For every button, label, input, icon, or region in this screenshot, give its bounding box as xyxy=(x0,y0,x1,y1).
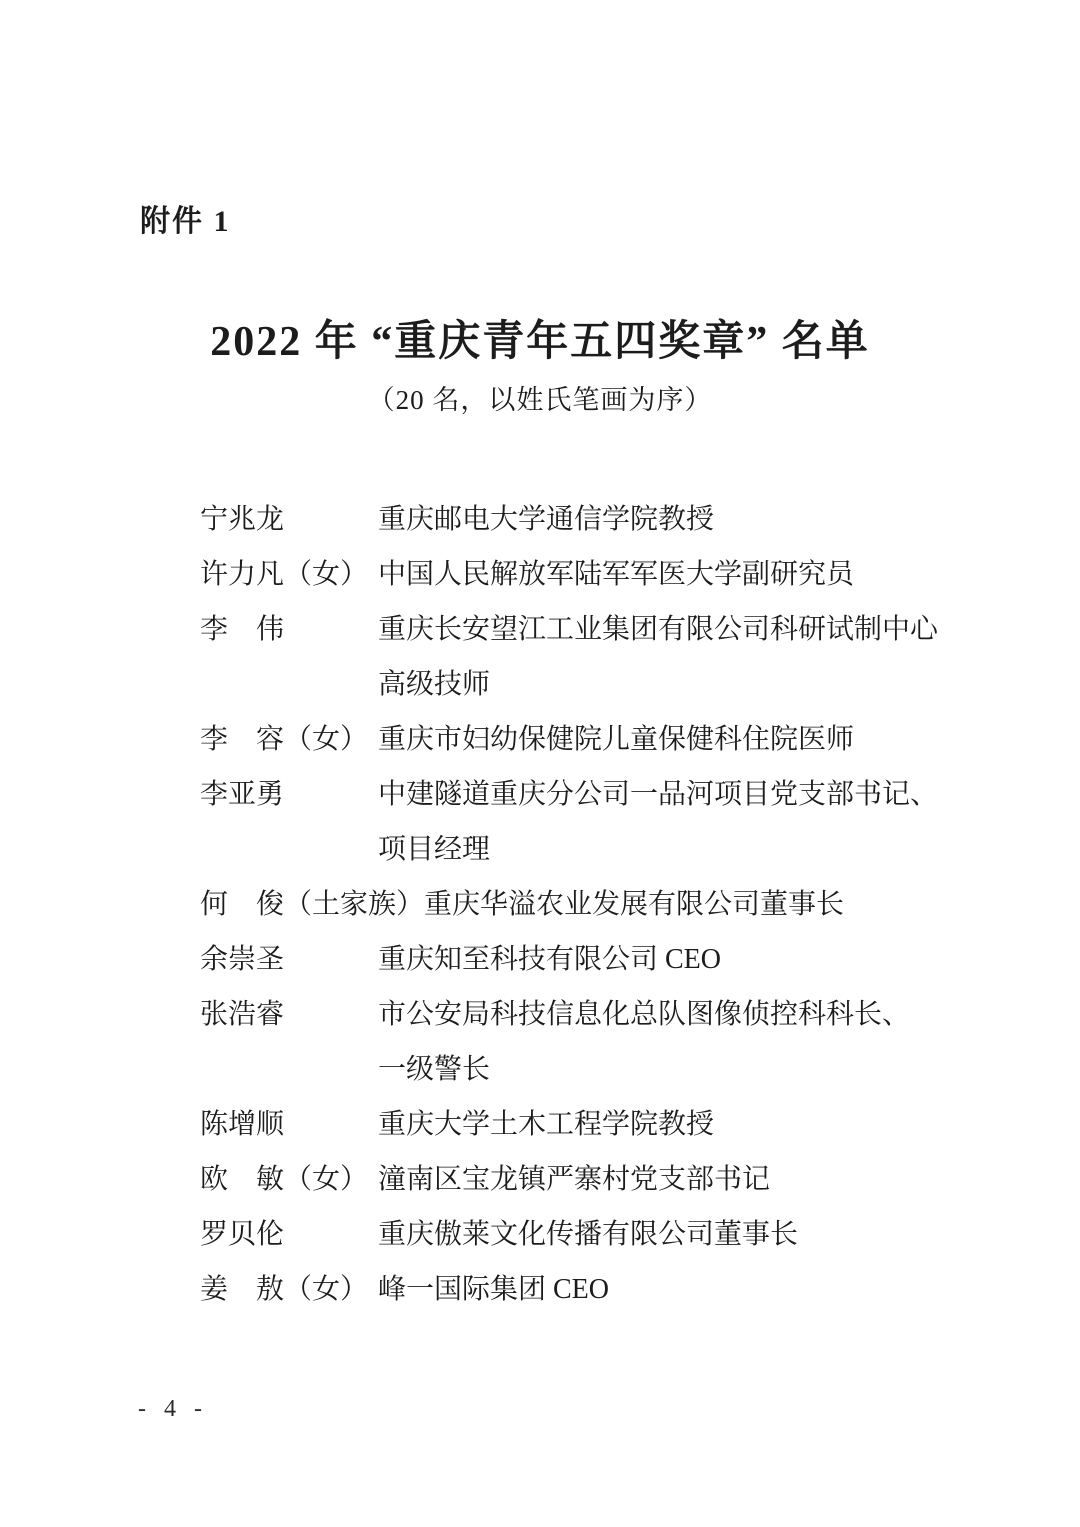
list-item xyxy=(200,602,960,712)
awardee-name: 宁兆龙 xyxy=(200,504,285,535)
awardee-qualifier: （女） xyxy=(284,559,369,590)
awardee-list xyxy=(200,492,960,1317)
list-item xyxy=(200,492,960,547)
page-subtitle: （20 名，以姓氏笔画为序） xyxy=(367,385,713,415)
awardee-qualifier: （女） xyxy=(284,1274,369,1305)
awardee-name: 李 伟 xyxy=(200,614,285,645)
list-item xyxy=(200,1262,960,1317)
awardee-title xyxy=(378,1152,960,1207)
awardee-title-line: 峰一国际集团 CEO xyxy=(378,1274,610,1305)
awardee-title-line: 一级警长 xyxy=(378,1054,491,1085)
awardee-title-line: 项目经理 xyxy=(378,834,491,865)
awardee-title-line: 重庆傲莱文化传播有限公司董事长 xyxy=(378,1219,799,1250)
awardee-name-block xyxy=(200,1152,378,1207)
awardee-name-block xyxy=(200,1207,378,1262)
awardee-qualifier: （土家族） xyxy=(284,889,425,920)
awardee-name-block xyxy=(200,1097,378,1152)
awardee-title-line: 重庆邮电大学通信学院教授 xyxy=(378,504,715,535)
awardee-title-line: 重庆华溢农业发展有限公司董事长 xyxy=(424,889,845,920)
list-item xyxy=(200,547,960,602)
awardee-qualifier: （女） xyxy=(284,724,369,755)
awardee-name: 姜 敖 xyxy=(200,1274,285,1305)
awardee-name-block xyxy=(200,932,378,987)
awardee-title xyxy=(378,1207,960,1262)
awardee-name-block xyxy=(200,987,378,1042)
awardee-name: 罗贝伦 xyxy=(200,1219,285,1250)
awardee-name-block xyxy=(200,602,378,657)
awardee-title xyxy=(378,767,960,877)
awardee-name: 陈增顺 xyxy=(200,1109,285,1140)
list-item xyxy=(200,987,960,1097)
awardee-title xyxy=(378,492,960,547)
awardee-name: 许力凡 xyxy=(200,559,285,590)
list-item xyxy=(200,712,960,767)
list-item xyxy=(200,1152,960,1207)
awardee-title-line: 高级技师 xyxy=(378,669,491,700)
list-item xyxy=(200,932,960,987)
awardee-name: 何 俊 xyxy=(200,889,285,920)
awardee-name-block xyxy=(200,712,378,767)
awardee-title xyxy=(424,877,960,932)
awardee-name: 余崇圣 xyxy=(200,944,285,975)
awardee-name: 李亚勇 xyxy=(200,779,285,810)
awardee-title-line: 重庆知至科技有限公司 CEO xyxy=(378,944,722,975)
awardee-name: 张浩睿 xyxy=(200,999,285,1030)
awardee-title xyxy=(378,712,960,767)
awardee-name-block xyxy=(200,547,378,602)
page-title: 2022 年 “重庆青年五四奖章” 名单 xyxy=(210,319,870,365)
awardee-name-block xyxy=(200,1262,378,1317)
awardee-title-line: 潼南区宝龙镇严寨村党支部书记 xyxy=(378,1164,771,1195)
list-item xyxy=(200,1207,960,1262)
awardee-title xyxy=(378,1097,960,1152)
awardee-qualifier: （女） xyxy=(284,1164,369,1195)
awardee-name: 欧 敏 xyxy=(200,1164,285,1195)
page-number: - 4 - xyxy=(138,1396,208,1422)
awardee-name-block xyxy=(200,767,378,822)
awardee-title-line: 中建隧道重庆分公司一品河项目党支部书记、 xyxy=(378,779,939,810)
awardee-title xyxy=(378,987,960,1097)
attachment-label: 附件 1 xyxy=(140,205,231,238)
awardee-title-line: 重庆大学土木工程学院教授 xyxy=(378,1109,715,1140)
awardee-name-block xyxy=(200,877,424,932)
awardee-title-line: 市公安局科技信息化总队图像侦控科科长、 xyxy=(378,999,911,1030)
awardee-title xyxy=(378,932,960,987)
awardee-title xyxy=(378,1262,960,1317)
awardee-title xyxy=(378,602,960,712)
list-item xyxy=(200,1097,960,1152)
awardee-name: 李 容 xyxy=(200,724,285,755)
awardee-title-line: 重庆长安望江工业集团有限公司科研试制中心 xyxy=(378,614,939,645)
awardee-title-line: 重庆市妇幼保健院儿童保健科住院医师 xyxy=(378,724,855,755)
awardee-title xyxy=(378,547,960,602)
awardee-name-block xyxy=(200,492,378,547)
list-item xyxy=(200,767,960,877)
list-item xyxy=(200,877,960,932)
awardee-title-line: 中国人民解放军陆军军医大学副研究员 xyxy=(378,559,855,590)
